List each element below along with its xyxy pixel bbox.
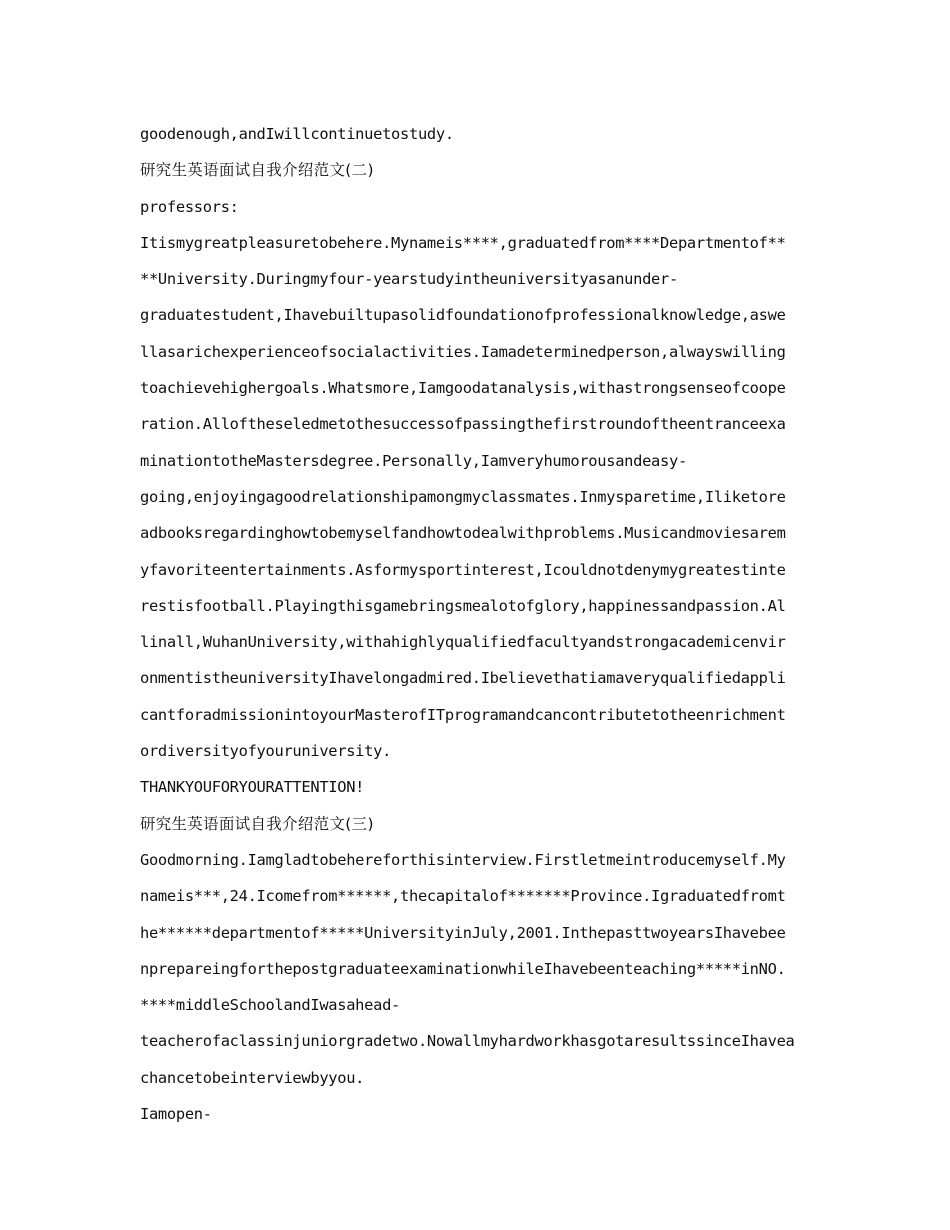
text-line: THANKYOUFORYOURATTENTION! xyxy=(140,778,365,797)
section-heading: 研究生英语面试自我介绍范文(三) xyxy=(140,814,374,833)
text-line: yfavoriteentertainments.Asformysportinterest,Icouldnotdenymygreatestinte xyxy=(140,560,786,579)
text-line: professors: xyxy=(140,197,239,216)
text-line: goodenough,andIwillcontinuetostudy. xyxy=(140,125,454,143)
document-body xyxy=(140,116,812,1132)
text-line: adbooksregardinghowtobemyselfandhowtodealwithproblems.Musicandmoviesarem xyxy=(140,524,786,543)
text-line: toachievehighergoals.Whatsmore,Iamgoodatanalysis,withastrongsenseofcoope xyxy=(140,379,786,398)
text-line: linall,WuhanUniversity,withahighlyqualifiedfacultyandstrongacademicenvir xyxy=(140,633,786,652)
text-line: **University.Duringmyfour-yearstudyintheuniversityasanunder- xyxy=(140,270,678,289)
text-line: Itismygreatpleasuretobehere.Mynameis****,graduatedfrom****Departmentof** xyxy=(140,233,786,252)
text-line: graduatestudent,Ihavebuiltupasolidfoundationofprofessionalknowledge,aswe xyxy=(140,306,786,325)
text-line: nameis***,24.Icomefrom******,thecapitalof*******Province.Igraduatedfromt xyxy=(140,887,786,906)
text-line: teacherofaclassinjuniorgradetwo.NowallmyhardworkhasgotaresultssinceIhavea xyxy=(140,1032,795,1051)
text-line: ordiversityofyouruniversity. xyxy=(140,742,392,761)
text-line: Goodmorning.Iamgladtobehereforthisinterview.Firstletmeintroducemyself.My xyxy=(140,850,786,869)
text-line: onmentistheuniversityIhavelongadmired.Ibelievethatiamaveryqualifiedappli xyxy=(140,669,786,688)
text-line: going,enjoyingagoodrelationshipamongmyclassmates.Inmysparetime,Iliketore xyxy=(140,487,786,506)
text-line: nprepareingforthepostgraduateexaminationwhileIhavebeenteaching*****inNO. xyxy=(140,959,786,978)
text-line: cantforadmissionintoyourMasterofITprogramandcancontributetotheenrichment xyxy=(140,705,786,724)
text-line: minationtotheMastersdegree.Personally,Iamveryhumorousandeasy- xyxy=(140,451,687,470)
text-line: restisfootball.Playingthisgamebringsmealotofglory,happinessandpassion.Al xyxy=(140,596,786,615)
text-line: llasarichexperienceofsocialactivities.Iamadeterminedperson,alwayswilling xyxy=(140,342,786,361)
text-line: ration.Alloftheseledmetothesuccessofpassingthefirstroundoftheentranceexa xyxy=(140,415,786,434)
text-line: he******departmentof*****UniversityinJuly,2001.InthepasttwoyearsIhavebee xyxy=(140,923,786,942)
text-line: Iamopen- xyxy=(140,1105,212,1124)
text-line: ****middleSchoolandIwasahead- xyxy=(140,996,401,1015)
section-heading: 研究生英语面试自我介绍范文(二) xyxy=(140,161,374,180)
text-line: chancetobeinterviewbyyou. xyxy=(140,1068,365,1087)
